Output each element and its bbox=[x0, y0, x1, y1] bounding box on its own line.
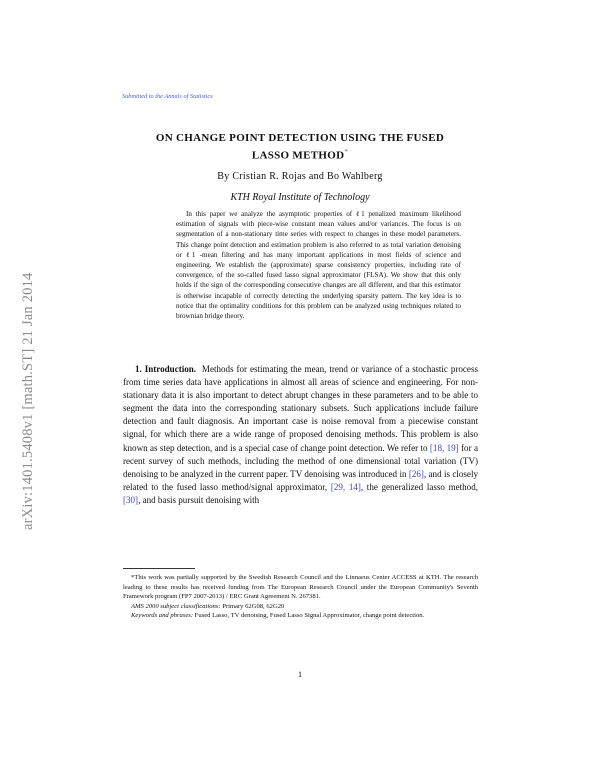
footnote-divider bbox=[123, 568, 195, 569]
citation-link[interactable]: [30] bbox=[123, 494, 139, 505]
intro-text: Methods for estimating the mean, trend or variance of a stochastic process from time series data have applications in almost all areas of science and engineering. For non-stationary data it is also important to detect abrupt changes in these parameters and to be able to segment the data into the corresponding stationary subsets. Such applications include failure detection and fault diagnosis. An important case is noise removal from a piecewise constant signal, for which there are a wide range of proposed denoising methods. This problem is also known as step detection, and is a special case of change point detection. We refer to bbox=[123, 364, 478, 453]
keywords-value: Fused Lasso, TV denoising, Fused Lasso Signal Approximator, change point detection. bbox=[193, 612, 425, 620]
ams-classification bbox=[123, 602, 478, 612]
abstract-text: In this paper we analyze the asymptotic properties of ℓ1 penalized maximum likelihood estimation of signals with piece-wise constant mean values and/or variances. The focus is on segmentation of a non-stationary time series with respect to changes in these model parameters. This change point detection and estimation problem is also referred to as total variation denoising or ℓ1 -mean filtering and has many important applications in most fields of science and engineering. We establish the (approximate) sparse consistency properties, including rate of convergence, of the so-called fused lasso signal approximator (FLSA). We show that this only holds if the sign of the corresponding consecutive changes are all different, and that this estimator is otherwise incapable of correctly detecting the underlying sparsity pattern. The key idea is to notice that the optimality conditions for this problem can be analyzed using techniques related to brownian bridge theory. bbox=[176, 210, 461, 321]
title-footnote-mark[interactable]: * bbox=[344, 148, 349, 156]
intro-paragraph bbox=[123, 363, 478, 507]
citation-link[interactable]: [18, 19] bbox=[429, 442, 459, 453]
citation-link[interactable]: [26] bbox=[408, 468, 424, 479]
authors: By Cristian R. Rojas and Bo Wahlberg bbox=[217, 171, 383, 182]
journal-header[interactable]: Submitted to the Annals of Statistics bbox=[122, 93, 213, 100]
intro-text: , and is closely related to the fused lasso method/signal approximator, bbox=[123, 468, 478, 492]
funding-footnote: *This work was partially supported by the Swedish Research Council and the Linnaeus Center ACCESS at KTH. The research leading to these results has received funding from The European Research Council under the European Community's Seventh Framework program (FP7 2007-2013) / ERC Grant Agreement N. 267381. bbox=[123, 574, 478, 601]
ams-label: AMS 2000 subject classifications: bbox=[131, 602, 221, 610]
affiliation: KTH Royal Institute of Technology bbox=[230, 192, 370, 203]
abstract bbox=[176, 209, 461, 321]
introduction-section bbox=[123, 363, 478, 507]
intro-text: , the generalized lasso method, bbox=[360, 481, 478, 492]
intro-text: for a recent survey of such methods, including the method of one dimensional total variation (TV) denoising to be analyzed in the current paper. TV denoising was introduced in bbox=[123, 442, 478, 479]
section-heading: 1. Introduction. bbox=[135, 364, 197, 374]
intro-text: , and basis pursuit denoising with bbox=[138, 494, 260, 505]
footnotes bbox=[123, 573, 478, 621]
paper-title bbox=[120, 131, 480, 163]
keywords-label: Keywords and phrases: bbox=[131, 612, 194, 620]
title-line-1: ON CHANGE POINT DETECTION USING THE FUSED bbox=[155, 132, 445, 144]
page-number: 1 bbox=[297, 669, 303, 679]
citation-link[interactable]: [29, 14] bbox=[330, 481, 361, 492]
ams-value: Primary 62G08, 62G20 bbox=[220, 602, 285, 610]
title-line-2: LASSO METHOD bbox=[251, 149, 345, 162]
arxiv-stamp: arXiv:1401.5408v1 [math.ST] 21 Jan 2014 bbox=[20, 272, 36, 530]
keywords bbox=[123, 611, 478, 621]
